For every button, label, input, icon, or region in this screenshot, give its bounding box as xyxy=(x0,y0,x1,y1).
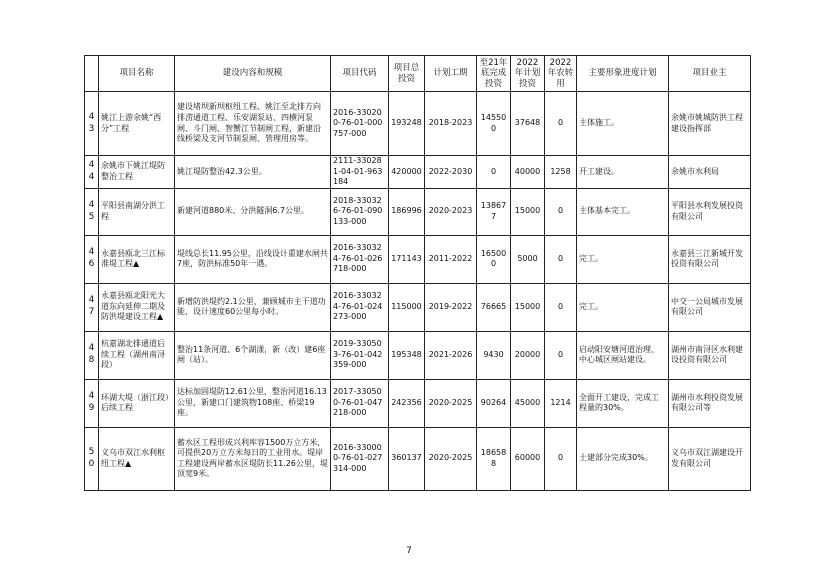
row-progress: 土建部分完成30%。 xyxy=(577,427,669,490)
header-name: 项目名称 xyxy=(99,56,175,92)
page-number: 7 xyxy=(406,546,412,556)
row-period: 2022-2030 xyxy=(425,156,477,189)
row-content: 堤线总长11.95公里，沿线设计重建水闸共7座，防洪标准50年一遇。 xyxy=(175,235,331,283)
row-land2022: 1214 xyxy=(545,379,577,427)
row-progress: 开工建设。 xyxy=(577,156,669,189)
row-period: 2021-2026 xyxy=(425,331,477,379)
row-completed: 138677 xyxy=(477,188,511,235)
row-land2022: 0 xyxy=(545,331,577,379)
row-plan2022: 15000 xyxy=(511,188,545,235)
row-progress: 完工。 xyxy=(577,235,669,283)
row-land2022: 0 xyxy=(545,427,577,490)
row-content: 新增防洪堤约2.1公里，兼顾城市主干道功能，设计速度60公里每小时。 xyxy=(175,283,331,331)
row-total: 193248 xyxy=(389,92,425,156)
row-completed: 76665 xyxy=(477,283,511,331)
row-no: 47 xyxy=(85,283,99,331)
row-code: 2016-330324-76-01-024273-000 xyxy=(331,283,389,331)
row-content: 蓄水区工程形成兴利库容1500万立方米，可提供20万立方米每日的工业用水。堤岸工程建设两岸蓄水区堤防长11.26公里，堤顶宽9米。 xyxy=(175,427,331,490)
row-no: 48 xyxy=(85,331,99,379)
header-owner: 项目业主 xyxy=(669,56,751,92)
row-completed: 165000 xyxy=(477,235,511,283)
row-owner: 义乌市双江湖建设开发有限公司 xyxy=(669,427,751,490)
row-code: 2016-330324-76-01-026718-000 xyxy=(331,235,389,283)
row-total: 360137 xyxy=(389,427,425,490)
row-name: 永嘉县瓯北阳光大道东向延伸二期及防洪堤建设工程▲ xyxy=(99,283,175,331)
table-row xyxy=(85,379,751,427)
row-completed: 90264 xyxy=(477,379,511,427)
table-row xyxy=(85,331,751,379)
row-owner: 永嘉县三江新城开发投资有限公司 xyxy=(669,235,751,283)
row-progress: 主体施工。 xyxy=(577,92,669,156)
row-total: 420000 xyxy=(389,156,425,189)
row-period: 2020-2025 xyxy=(425,427,477,490)
row-no: 50 xyxy=(85,427,99,490)
row-content: 整治11条河道、6个湖漾，新（改）建6座闸（站）。 xyxy=(175,331,331,379)
row-land2022: 0 xyxy=(545,92,577,156)
row-name: 永嘉县瓯北三江标准堤工程▲ xyxy=(99,235,175,283)
row-code: 2019-330503-76-01-042359-000 xyxy=(331,331,389,379)
header-progress: 主要形象进度计划 xyxy=(577,56,669,92)
header-land2022: 2022年农转用 xyxy=(545,56,577,92)
row-no: 49 xyxy=(85,379,99,427)
row-code: 2016-330000-76-01-027314-000 xyxy=(331,427,389,490)
header-plan2022: 2022年计划投资 xyxy=(511,56,545,92)
row-no: 45 xyxy=(85,188,99,235)
row-total: 115000 xyxy=(389,283,425,331)
row-content: 姚江堤防整治42.3公里。 xyxy=(175,156,331,189)
row-period: 2011-2022 xyxy=(425,235,477,283)
row-plan2022: 5000 xyxy=(511,235,545,283)
row-code: 2017-330500-76-01-047218-000 xyxy=(331,379,389,427)
row-code: 2111-330281-04-01-963184 xyxy=(331,156,389,189)
row-period: 2018-2023 xyxy=(425,92,477,156)
row-period: 2020-2025 xyxy=(425,379,477,427)
row-total: 242356 xyxy=(389,379,425,427)
row-plan2022: 60000 xyxy=(511,427,545,490)
row-no: 44 xyxy=(85,156,99,189)
row-land2022: 0 xyxy=(545,235,577,283)
header-total: 项目总投资 xyxy=(389,56,425,92)
row-land2022: 0 xyxy=(545,188,577,235)
row-land2022: 1258 xyxy=(545,156,577,189)
row-name: 杭嘉湖北排通道后续工程（湖州南浔段） xyxy=(99,331,175,379)
table-row xyxy=(85,92,751,156)
header-no xyxy=(85,56,99,92)
table-row xyxy=(85,156,751,189)
header-period: 计划工期 xyxy=(425,56,477,92)
row-owner: 余姚市水利局 xyxy=(669,156,751,189)
row-code: 2016-330200-76-01-000757-000 xyxy=(331,92,389,156)
row-name: 平阳县南湖分洪工程 xyxy=(99,188,175,235)
row-no: 46 xyxy=(85,235,99,283)
row-owner: 平阳县水利发展投资有限公司 xyxy=(669,188,751,235)
row-total: 186996 xyxy=(389,188,425,235)
row-content: 新建河道880米、分洪隧洞6.7公里。 xyxy=(175,188,331,235)
row-plan2022: 20000 xyxy=(511,331,545,379)
row-period: 2019-2022 xyxy=(425,283,477,331)
row-owner: 余姚市姚城防洪工程建设指挥部 xyxy=(669,92,751,156)
row-content: 建设堵坝新坝枢纽工程、姚江至北排方向排涝通道工程、乐安湖泵站、四横河泵闸、斗门闸、智蟹江节制闸工程，新建沿线桥梁及支河节制泵闸、管理用房等。 xyxy=(175,92,331,156)
row-name: 姚江上游余姚“西分”工程 xyxy=(99,92,175,156)
row-plan2022: 40000 xyxy=(511,156,545,189)
header-completed: 至21年底完成投资 xyxy=(477,56,511,92)
row-completed: 186588 xyxy=(477,427,511,490)
table-row xyxy=(85,427,751,490)
row-progress: 启动阳安塘河道治理、中心城区闸站建设。 xyxy=(577,331,669,379)
row-progress: 全面开工建设，完成工程量的30%。 xyxy=(577,379,669,427)
row-content: 达标加固堤防12.61公里，整治河道16.13公里，新建口门建筑物108座、桥梁19座。 xyxy=(175,379,331,427)
row-plan2022: 37648 xyxy=(511,92,545,156)
row-owner: 湖州市南浔区水利建设投资有限公司 xyxy=(669,331,751,379)
row-owner: 中交一公局城市发展有限公司 xyxy=(669,283,751,331)
header-row xyxy=(85,56,751,92)
row-no: 43 xyxy=(85,92,99,156)
row-plan2022: 15000 xyxy=(511,283,545,331)
row-total: 195348 xyxy=(389,331,425,379)
row-owner: 湖州市水利投资发展有限公司等 xyxy=(669,379,751,427)
row-progress: 完工。 xyxy=(577,283,669,331)
row-name: 余姚市下姚江堤防整治工程 xyxy=(99,156,175,189)
row-name: 义乌市双江水利枢纽工程▲ xyxy=(99,427,175,490)
row-completed: 145500 xyxy=(477,92,511,156)
header-content: 建设内容和规模 xyxy=(175,56,331,92)
header-code: 项目代码 xyxy=(331,56,389,92)
row-name: 环湖大堤（浙江段）后续工程 xyxy=(99,379,175,427)
table-row xyxy=(85,235,751,283)
row-period: 2020-2023 xyxy=(425,188,477,235)
table-row xyxy=(85,188,751,235)
row-code: 2018-330326-76-01-090133-000 xyxy=(331,188,389,235)
row-total: 171143 xyxy=(389,235,425,283)
row-progress: 主体基本完工。 xyxy=(577,188,669,235)
row-plan2022: 45000 xyxy=(511,379,545,427)
row-land2022: 0 xyxy=(545,283,577,331)
project-table xyxy=(84,55,751,491)
table-row xyxy=(85,283,751,331)
row-completed: 9430 xyxy=(477,331,511,379)
row-completed: 0 xyxy=(477,156,511,189)
